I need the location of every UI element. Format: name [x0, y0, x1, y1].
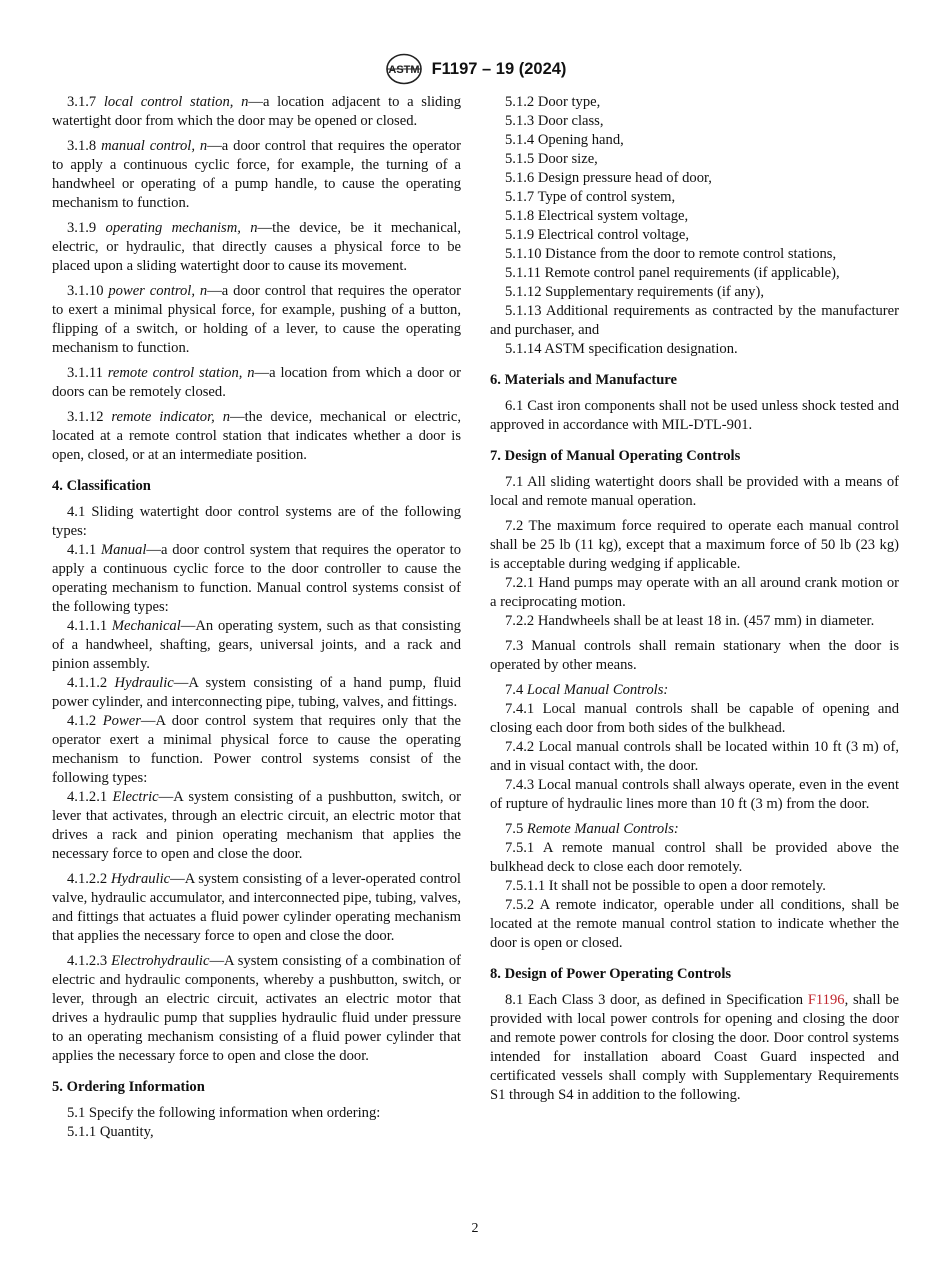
- list-item: 5.1.4 Opening hand,: [505, 132, 624, 148]
- section-heading-6: 6. Materials and Manufacture: [490, 372, 677, 388]
- para-7-4-1: 7.4.1 Local manual controls shall be capable of opening and closing each door from both sides of the bulkhead.: [490, 701, 899, 736]
- para-4-1-2: 4.1.2 Power—A door control system that requires only that the operator exert a minimal physical force to cause the operating mechanism to function. Power control systems consist of the following types:: [52, 713, 461, 786]
- list-item: 5.1.6 Design pressure head of door,: [505, 170, 712, 186]
- page-number: 2: [471, 1221, 479, 1236]
- spec-f1196-link[interactable]: F1196: [807, 992, 845, 1008]
- list-item: 5.1.11 Remote control panel requirements (if applicable),: [505, 265, 840, 281]
- para-3-1-10: 3.1.10 power control, n—a door control that requires the operator to exert a minimal physical force, for example, pushing of a button, flipping of a switch, or holding of a lever, to cause the operating mechanism to function.: [52, 283, 462, 356]
- para-4-1-1-1: 4.1.1.1 Mechanical—An operating system, such as that consisting of a handwheel, shafting, gears, universal joints, and a rack and pinion assembly.: [52, 618, 461, 672]
- para-7-2-1: 7.2.1 Hand pumps may operate with an all around crank motion or a reciprocating motion.: [490, 575, 899, 610]
- para-3-1-7: 3.1.7 local control station, n—a location adjacent to a sliding watertight door from which the door may be opened or closed.: [52, 94, 462, 129]
- section-heading-7: 7. Design of Manual Operating Controls: [490, 448, 741, 464]
- list-item: 5.1.2 Door type,: [505, 94, 601, 110]
- list-item: 5.1.10 Distance from the door to remote control stations,: [505, 246, 837, 262]
- list-item: 5.1.14 ASTM specification designation.: [505, 341, 738, 357]
- para-3-1-12: 3.1.12 remote indicator, n—the device, mechanical or electric, located at a remote control station that indicates whether a door is open, closed, or at an intermediate position.: [52, 409, 461, 463]
- ordering-list: [490, 93, 899, 359]
- para-4-1-1-2: 4.1.1.2 Hydraulic—A system consisting of a hand pump, fluid power cylinder, and interconnecting pipe, tubing, valves, and fittings.: [52, 675, 461, 710]
- para-4-1-2-1: 4.1.2.1 Electric—A system consisting of a pushbutton, switch, or lever that activates, through an electric circuit, an electric motor that drives a rack and pinion operating mechanism that applies the necessary force to open and close the door.: [52, 789, 461, 862]
- list-item: 5.1.9 Electrical control voltage,: [505, 227, 689, 243]
- section-heading-5: 5. Ordering Information: [52, 1079, 205, 1095]
- standard-designation: F1197 – 19 (2024): [431, 59, 567, 78]
- para-4-1-1: 4.1.1 Manual—a door control system that requires the operator to apply a continuous cyclic force to the door controller to cause the operating mechanism to function. Manual control systems consist of the following types:: [52, 542, 461, 615]
- para-8-1: 8.1 Each Class 3 door, as defined in Specification F1196, shall be provided with local power controls for opening and closing the door and remote power controls for closing the door. Door control systems intended for installation aboard Coast Guard inspected and certificated vessels shall comply with Supplementary Requirements S1 through S4 in addition to the following.: [490, 992, 899, 1103]
- para-7-2: 7.2 The maximum force required to operate each manual control shall be 25 lb (11 kg), except that a maximum force of 50 lb (23 kg) is acceptable during wedging if applicable.: [490, 518, 899, 572]
- list-item: 5.1.7 Type of control system,: [505, 189, 676, 205]
- para-3-1-9: 3.1.9 operating mechanism, n—the device, be it mechanical, electric, or hydraulic, that directly causes a physical force to be placed upon a sliding watertight door to cause its movement.: [52, 220, 461, 274]
- para-7-4: 7.4 Local Manual Controls:: [505, 682, 669, 698]
- para-7-4-3: 7.4.3 Local manual controls shall always operate, even in the event of rupture of hydraulic lines more than 10 ft (3 m) from the door.: [490, 777, 899, 812]
- page-header: [0, 52, 950, 86]
- list-item: 5.1.3 Door class,: [505, 113, 604, 129]
- list-item: 5.1.8 Electrical system voltage,: [505, 208, 689, 224]
- list-item: 5.1.12 Supplementary requirements (if any),: [505, 284, 764, 300]
- section-heading-8: 8. Design of Power Operating Controls: [490, 966, 732, 982]
- para-7-5-2: 7.5.2 A remote indicator, operable under all conditions, shall be located at the remote manual control station to indicate whether the door is open or closed.: [490, 897, 899, 951]
- para-3-1-8: 3.1.8 manual control, n—a door control that requires the operator to apply a continuous cyclic force, for example, the turning of a handwheel or operating of a pump handle, to cause the operating mechanism to function.: [52, 138, 462, 211]
- left-column: [52, 93, 461, 1142]
- para-3-1-11: 3.1.11 remote control station, n—a location from which a door or doors can be remotely closed.: [52, 365, 461, 400]
- list-item: 5.1.13 Additional requirements as contracted by the manufacturer and purchaser, and: [490, 303, 899, 338]
- right-column: [490, 93, 899, 1111]
- para-5-1-1: 5.1.1 Quantity,: [67, 1124, 154, 1140]
- para-7-5: 7.5 Remote Manual Controls:: [505, 821, 679, 837]
- para-4-1: 4.1 Sliding watertight door control systems are of the following types:: [52, 504, 461, 539]
- para-7-5-1: 7.5.1 A remote manual control shall be provided above the bulkhead deck to close each door remotely.: [490, 840, 899, 875]
- para-7-2-2: 7.2.2 Handwheels shall be at least 18 in. (457 mm) in diameter.: [505, 613, 875, 629]
- para-6-1: 6.1 Cast iron components shall not be used unless shock tested and approved in accordance with MIL-DTL-901.: [490, 398, 899, 433]
- logo-text: ASTM: [387, 64, 420, 76]
- astm-logo-icon: [384, 53, 424, 85]
- list-item: 5.1.5 Door size,: [505, 151, 598, 167]
- para-7-5-1-1: 7.5.1.1 It shall not be possible to open a door remotely.: [505, 878, 826, 894]
- para-5-1: 5.1 Specify the following information when ordering:: [67, 1105, 381, 1121]
- section-heading-4: 4. Classification: [52, 478, 151, 494]
- para-7-3: 7.3 Manual controls shall remain stationary when the door is operated by other means.: [490, 638, 899, 673]
- para-7-1: 7.1 All sliding watertight doors shall be provided with a means of local and remote manual operation.: [490, 474, 899, 509]
- para-7-4-2: 7.4.2 Local manual controls shall be located within 10 ft (3 m) of, and in visual contact with, the door.: [490, 739, 899, 774]
- para-4-1-2-2: 4.1.2.2 Hydraulic—A system consisting of a lever-operated control valve, hydraulic accumulator, and interconnected pipe, tubing, valves, and fittings that actuates a fluid power cylinder operating mechanism that applies the necessary force to open and close the door.: [52, 871, 461, 944]
- para-4-1-2-3: 4.1.2.3 Electrohydraulic—A system consisting of a combination of electric and hydraulic components, whereby a pushbutton, switch, or lever, through an electric circuit, activates an electric motor that drives a hydraulic pump that supplies hydraulic fluid under pressure to an operating mechanism consisting of a fluid power cylinder that applies the necessary force to open and close the door.: [52, 953, 461, 1064]
